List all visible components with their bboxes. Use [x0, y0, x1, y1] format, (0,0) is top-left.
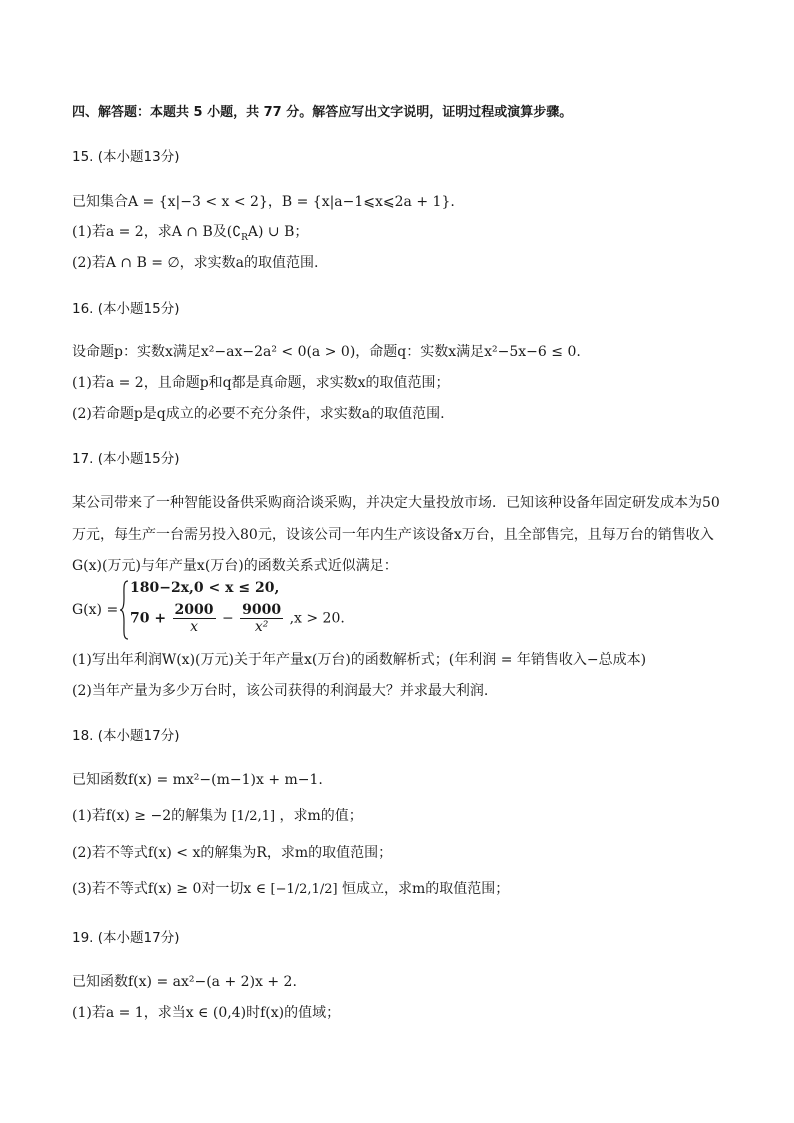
fraction-denominator: x	[190, 619, 198, 635]
q18-line-4	[72, 879, 509, 900]
q18-part1-text: (1)若f(x) ≥ −2的解集为	[72, 808, 228, 824]
q19-header: 19. (本小题17分)	[72, 930, 180, 946]
piecewise-minus: −	[221, 610, 234, 627]
piecewise-row2-const: 70 +	[130, 610, 167, 627]
q15-part1-text: (1)若a = 2，求A ∩ B及(∁	[72, 224, 242, 240]
q19-line-1: 已知函数f(x) = ax²−(a + 2)x + 2.	[72, 974, 297, 990]
q17-line-3: G(x)(万元)与年产量x(万台)的函数关系式近似满足：	[72, 558, 398, 574]
q18-line-3: (2)若不等式f(x) < x的解集为R，求m的取值范围；	[72, 845, 393, 861]
q17-line-4: (1)写出年利润W(x)(万元)关于年产量x(万台)的函数解析式；(年利润 = 年销售收入−总成本)	[72, 652, 647, 668]
q17-line-5: (2)当年产量为多少万台时，该公司获得的利润最大？并求最大利润.	[72, 683, 489, 699]
fraction-numerator: 9000	[242, 602, 282, 618]
q16-header: 16. (本小题15分)	[72, 301, 180, 317]
piecewise-row-2	[130, 602, 345, 635]
piecewise-row2-condition: ,x > 20.	[289, 610, 345, 627]
q15-subscript: R	[241, 232, 248, 243]
q18-part3-text: (3)若不等式f(x) ≥ 0对一切x ∈	[72, 881, 267, 897]
q18-line-2	[72, 806, 363, 827]
interval-half-to-one: [1/2,1]	[231, 809, 276, 824]
section-heading: 四、解答题：本题共 5 小题，共 77 分。解答应写出文字说明，证明过程或演算步骤。	[72, 105, 573, 120]
q17-line-2: 万元，每生产一台需另投入80元，设该公司一年内生产该设备x万台，且全部售完，且每万台的销售收入	[72, 527, 714, 543]
q15-line-2	[72, 222, 308, 248]
q16-line-2: (1)若a = 2，且命题p和q都是真命题，求实数x的取值范围；	[72, 375, 450, 391]
interval-neg-half-to-half: [−1/2,1/2]	[270, 882, 338, 897]
q15-header: 15. (本小题13分)	[72, 149, 180, 165]
q18-part3-tail: 恒成立，求m的取值范围；	[342, 881, 510, 897]
q18-part1-tail: ，求m的值；	[279, 808, 363, 824]
q15-line-3: (2)若A ∩ B = ∅，求实数a的取值范围.	[72, 255, 319, 271]
q15-line-1: 已知集合A = {x|−3 < x < 2}，B = {x|a−1⩽x⩽2a + 1}.	[72, 194, 455, 210]
q16-line-1: 设命题p：实数x满足x²−ax−2a² < 0(a > 0)，命题q：实数x满足x²−5x−6 ≤ 0.	[72, 344, 581, 360]
q16-line-3: (2)若命题p是q成立的必要不充分条件，求实数a的取值范围.	[72, 406, 445, 422]
piecewise-function	[72, 580, 492, 640]
q17-header: 17. (本小题15分)	[72, 451, 180, 467]
q17-line-1: 某公司带来了一种智能设备供采购商洽谈采购，并决定大量投放市场．已知该种设备年固定研发成本为50	[72, 495, 720, 511]
q18-header: 18. (本小题17分)	[72, 728, 180, 744]
fraction-9000-over-x2	[240, 602, 283, 635]
left-brace-icon	[119, 580, 129, 640]
fraction-denominator: x²	[254, 619, 269, 635]
piecewise-row-1: 180−2x,0 < x ≤ 20,	[130, 580, 280, 596]
q19-line-2: (1)若a = 1，求当x ∈ (0,4)时f(x)的值域；	[72, 1005, 341, 1021]
fraction-numerator: 2000	[174, 602, 214, 618]
q15-part1-tail: A) ∪ B；	[247, 224, 309, 240]
piecewise-lhs: G(x) =	[72, 602, 119, 618]
fraction-2000-over-x	[173, 602, 216, 635]
q18-line-1: 已知函数f(x) = mx²−(m−1)x + m−1.	[72, 772, 323, 788]
